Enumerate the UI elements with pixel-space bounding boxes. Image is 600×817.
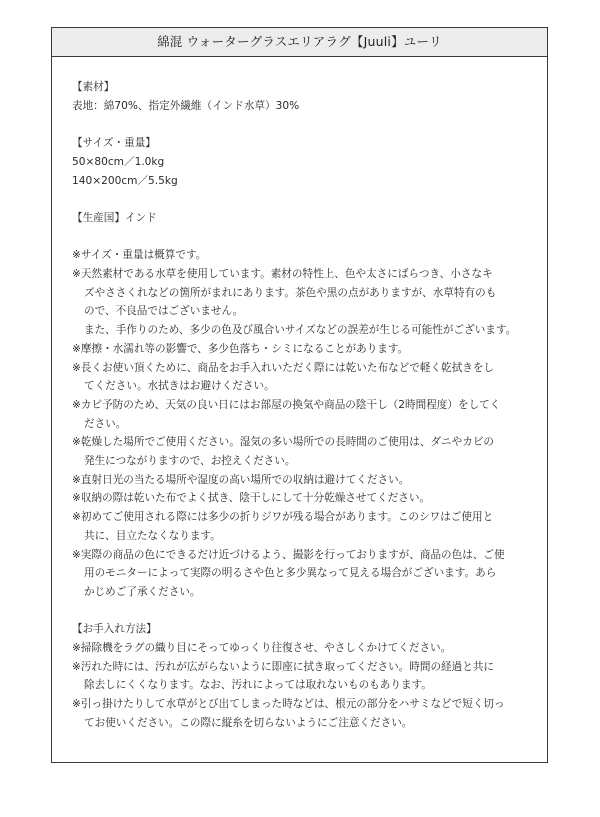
- size-weight-line: 140×200cm／5.5kg: [72, 174, 178, 187]
- care-section: [72, 620, 527, 732]
- care-heading: 【お手入れ方法】: [72, 623, 157, 636]
- note-line: ※初めてご使用される際には多少の折りジワが残る場合があります。このシワはご使用と: [72, 511, 494, 524]
- note-line: ださい。: [84, 417, 127, 430]
- care-line: ※汚れた時には、汚れが広がらないように即座に拭き取ってください。時間の経過と共に: [72, 660, 495, 673]
- note-line: ※直射日光の当たる場所や湿度の高い場所での収納は避けてください。: [72, 473, 410, 486]
- product-spec-box: [51, 27, 548, 763]
- note-line: ※乾燥した場所でご使用ください。湿気の多い場所での長時間のご使用は、ダニやカビの: [72, 436, 495, 449]
- note-line: ※収納の際は乾いた布でよく拭き、陰干しにして十分乾燥させてください。: [72, 492, 431, 505]
- note-line: 共に、目立たなくなります。: [84, 529, 221, 542]
- size-weight-heading: 【サイズ・重量】: [72, 137, 156, 150]
- material-line: 表地：綿70%、指定外繊維（インド水草）30%: [72, 99, 300, 112]
- note-line: ※摩擦・水濡れ等の影響で、多少色落ち・シミになることがあります。: [72, 342, 409, 355]
- note-line: かじめご了承ください。: [84, 585, 201, 598]
- spec-content: [52, 57, 547, 733]
- note-line: また、手作りのため、多少の色及び風合いサイズなどの誤差が生じる可能性がございます。: [84, 324, 517, 337]
- note-line: 用のモニターによって実際の明るさや色と多少異なって見える場合がございます。あら: [84, 567, 497, 580]
- note-line: てください。水拭きはお避けください。: [84, 380, 275, 393]
- note-line: 発生につながりますので、お控えください。: [84, 455, 296, 468]
- material-heading: 【素材】: [72, 81, 115, 93]
- care-line: ※掃除機をラグの織り目にそってゆっくり往復させ、やさしくかけてください。: [72, 642, 452, 655]
- note-line: ズやささくれなどの箇所がまれにあります。茶色や黒の点がありますが、水草特有のも: [84, 286, 497, 299]
- note-line: ※天然素材である水草を使用しています。素材の特性上、色や太さにばらつき、小さなキ: [72, 267, 493, 280]
- notes-section: [72, 246, 527, 601]
- care-line: てお使いください。この際に縦糸を切らないようにご注意ください。: [84, 716, 413, 729]
- product-title: 綿混 ウォーターグラスエリアラグ【Juuli】ユーリ: [52, 28, 547, 57]
- note-line: ※長くお使い頂くために、商品をお手入れいただく際には乾いた布などで軽く乾拭きをし: [72, 361, 495, 374]
- note-line: ので、不良品ではございません。: [84, 305, 244, 318]
- material-section: [72, 78, 527, 115]
- note-line: ※実際の商品の色にできるだけ近づけるよう、撮影を行っておりますが、商品の色は、ご使: [72, 548, 505, 561]
- size-weight-section: [72, 134, 527, 190]
- size-weight-line: 50×80cm／1.0kg: [72, 155, 165, 168]
- care-line: ※引っ掛けたりして水草がとび出てしまった時などは、根元の部分をハサミなどで短く切っ: [72, 698, 505, 711]
- note-line: ※カビ予防のため、天気の良い日にはお部屋の換気や商品の陰干し（2時間程度）をしてく: [72, 398, 501, 411]
- care-line: 除去しにくくなります。なお、汚れによっては取れないものもあります。: [84, 679, 432, 692]
- origin-section: [72, 209, 527, 228]
- origin-heading: 【生産国】インド: [72, 211, 157, 224]
- note-line: ※サイズ・重量は概算です。: [72, 249, 207, 262]
